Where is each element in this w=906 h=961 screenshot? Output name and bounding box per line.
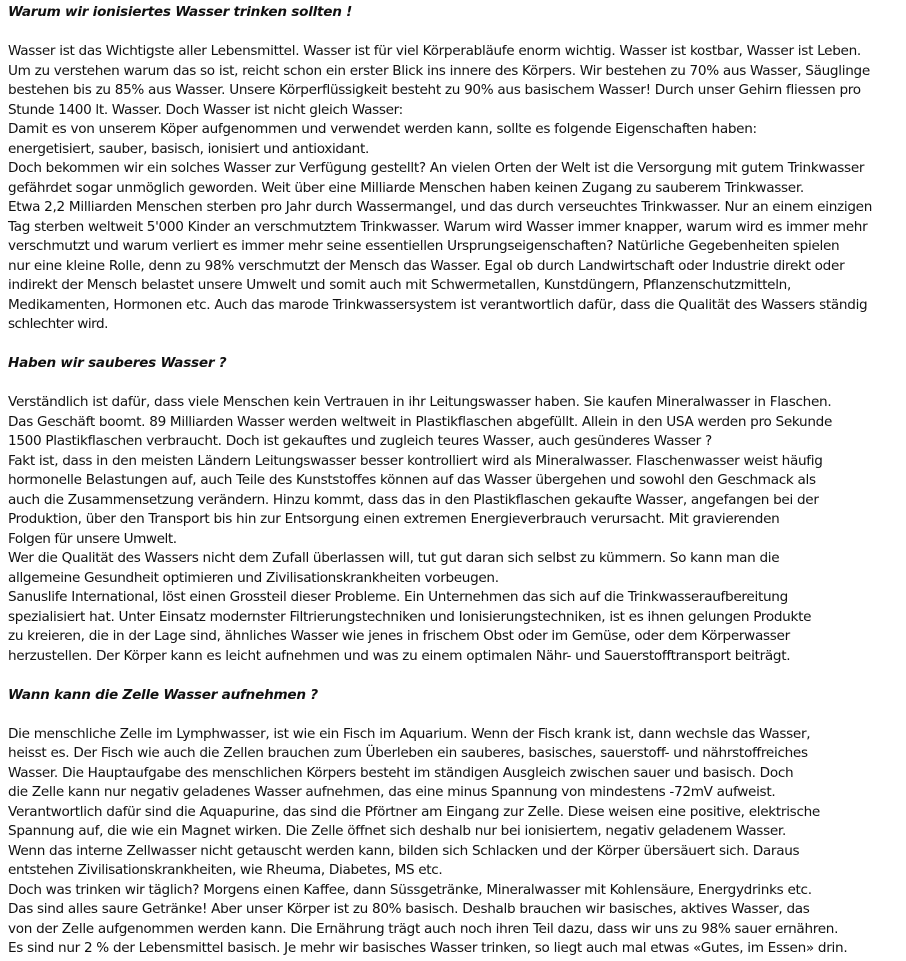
text-line: Medikamenten, Hormonen etc. Auch das marode Trinkwassersystem ist verantwortlich dafür, dass die Qualität des Wassers ständig [8,296,868,313]
text-line: Stunde 1400 lt. Wasser. Doch Wasser ist nicht gleich Wasser: [8,101,403,118]
text-line: Spannung auf, die wie ein Magnet wirken. Die Zelle öffnet sich deshalb nur bei ionisiertem, negativ geladenem Wasser. [8,823,786,839]
blank-line [8,705,902,725]
text-line: Die menschliche Zelle im Lymphwasser, ist wie ein Fisch im Aquarium. Wenn der Fisch krank ist, dann wechsle das Wasser, [8,725,811,742]
text-line: Tag sterben weltweit 5'000 Kinder an verschmutztem Trinkwasser. Warum wird Wasser immer knapper, warum wird es immer mehr [8,218,868,235]
blank-line [8,374,902,394]
section-ionisiertes-wasser [8,3,902,354]
text-line: 1500 Plastikflaschen verbraucht. Doch ist gekauftes und zugleich teures Wasser, auch gesünderes Wasser ? [8,433,712,449]
text-line: die Zelle kann nur negativ geladenes Wasser aufnehmen, das eine minus Spannung von mindestens -72mV aufweist. [8,784,776,800]
text-line: von der Zelle aufgenommen werden kann. Die Ernährung trägt auch noch ihren Teil dazu, dass wir uns zu 98% sauer ernähren. [8,920,839,937]
text-line: spezialisiert hat. Unter Einsatz modernster Filtrierungstechniken und Ionisierungstechniken, ist es ihnen gelungen Produkte [8,608,812,625]
document [8,3,902,959]
blank-line [8,23,902,43]
section-heading: Wann kann die Zelle Wasser aufnehmen ? [8,686,318,703]
text-line: Das sind alles saure Getränke! Aber unser Körper ist zu 80% basisch. Deshalb brauchen wir basisches, aktives Wasser, das [8,901,810,917]
text-line: Doch was trinken wir täglich? Morgens einen Kaffee, dann Süssgetränke, Mineralwasser mit Kohlensäure, Energydrinks etc. [8,881,812,898]
section-heading: Warum wir ionisiertes Wasser trinken sollten ! [8,4,353,20]
section-heading: Haben wir sauberes Wasser ? [8,355,227,371]
text-line: Wasser. Die Hauptaufgabe des menschlichen Körpers besteht im ständigen Ausgleich zwischen sauer und basisch. Doch [8,764,794,781]
text-line: indirekt der Mensch belastet unsere Umwelt und somit auch mit Schwermetallen, Kunstdüngern, Pflanzenschutzmitteln, [8,277,792,293]
text-line: Wasser ist das Wichtigste aller Lebensmittel. Wasser ist für viel Körperabläufe enorm wichtig. Wasser ist kostbar, Wasser ist Leben. [8,43,861,59]
text-line: Produktion, über den Transport bis hin zur Entsorgung einen extremen Energieverbrauch verursacht. Mit gravierenden [8,511,780,527]
text-line: Etwa 2,2 Milliarden Menschen sterben pro Jahr durch Wassermangel, und das durch verseuchtes Trinkwasser. Nur an einem einzigen [8,199,873,215]
text-line: gefährdet sogar unmöglich geworden. Weit über eine Milliarde Menschen haben keinen Zugang zu sauberem Trinkwasser. [8,179,804,196]
text-line: Damit es von unserem Köper aufgenommen und verwendet werden kann, sollte es folgende Eigenschaften haben: [8,121,757,137]
text-line: Wenn das interne Zellwasser nicht getauscht werden kann, bilden sich Schlacken und der Körper übersäuert sich. Daraus [8,842,800,859]
text-line: bestehen bis zu 85% aus Wasser. Unsere Körperflüssigkeit besteht zu 90% aus basischem Wasser! Durch unser Gehirn fliessen pro [8,82,861,98]
text-line: entstehen Zivilisationskrankheiten, wie Rheuma, Diabetes, MS etc. [8,862,443,878]
text-line: hormonelle Belastungen auf, auch Teile des Kunststoffes können auf das Wasser übergehen und sowohl den Geschmack als [8,472,816,488]
text-line: Fakt ist, dass in den meisten Ländern Leitungswasser besser kontrolliert wird als Mineralwasser. Flaschenwasser weist häufig [8,452,823,469]
text-line: nur eine kleine Rolle, denn zu 98% verschmutzt der Mensch das Wasser. Egal ob durch Landwirtschaft oder Industrie direkt oder [8,257,845,274]
text-line: heisst es. Der Fisch wie auch die Zellen brauchen zum Überleben ein sauberes, basisches, sauerstoff- und nährstoffreiches [8,745,808,761]
text-line: Sanuslife International, löst einen Grossteil dieser Probleme. Ein Unternehmen das sich auf die Trinkwasseraufbereitung [8,589,788,605]
text-line: energetisiert, sauber, basisch, ionisiert und antioxidant. [8,140,369,157]
blank-line [8,666,902,686]
section-sauberes-wasser [8,354,902,686]
blank-line [8,335,902,355]
text-line: Das Geschäft boomt. 89 Milliarden Wasser werden weltweit in Plastikflaschen abgefüllt. Allein in den USA werden pro Sekunde [8,413,833,430]
text-line: Verantwortlich dafür sind die Aquapurine, das sind die Pförtner am Eingang zur Zelle. Diese weisen eine positive, elektrische [8,803,820,820]
text-line: Um zu verstehen warum das so ist, reicht schon ein erster Blick ins innere des Körpers. Wir bestehen zu 70% aus Wasser, Säuglinge [8,62,870,79]
text-line: auch die Zusammensetzung verändern. Hinzu kommt, dass das in den Plastikflaschen gekaufte Wasser, angefangen bei der [8,491,819,508]
text-line: Folgen für unsere Umwelt. [8,530,177,547]
text-line: Es sind nur 2 % der Lebensmittel basisch. Je mehr wir basisches Wasser trinken, so liegt auch mal etwas «Gutes, im Essen» drin. [8,940,848,956]
text-line: verschmutzt und warum verliert es immer mehr seine essentiellen Ursprungseigenschaften? Natürliche Gegebenheiten spielen [8,238,840,254]
text-line: Verständlich ist dafür, dass viele Menschen kein Vertrauen in ihr Leitungswasser haben. Sie kaufen Mineralwasser in Flaschen. [8,394,832,410]
text-line: herzustellen. Der Körper kann es leicht aufnehmen und was zu einem optimalen Nähr- und Sauerstofftransport beiträgt. [8,647,791,664]
text-line: Wer die Qualität des Wassers nicht dem Zufall überlassen will, tut gut daran sich selbst zu kümmern. So kann man die [8,550,780,566]
text-line: zu kreieren, die in der Lage sind, ähnliches Wasser wie jenes in frischem Obst oder im Gemüse, oder dem Körperwasser [8,628,790,644]
text-line: schlechter wird. [8,316,108,332]
section-zelle-wasser [8,686,902,959]
text-line: allgemeine Gesundheit optimieren und Zivilisationskrankheiten vorbeugen. [8,569,499,586]
text-line: Doch bekommen wir ein solches Wasser zur Verfügung gestellt? An vielen Orten der Welt ist die Versorgung mit gutem Trinkwasser [8,160,865,176]
